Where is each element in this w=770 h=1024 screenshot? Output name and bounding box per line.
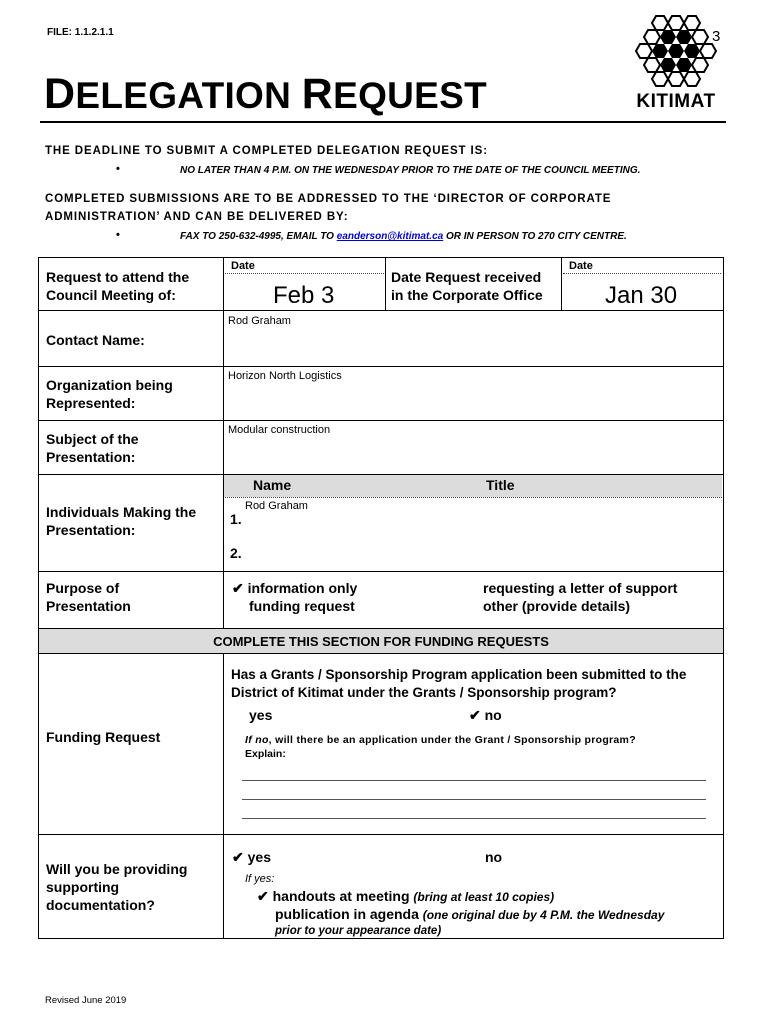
logo-wordmark: KITIMAT (636, 91, 716, 112)
handouts-checkbox[interactable]: ✔ handouts at meeting (bring at least 10 copies) (257, 888, 555, 904)
if-yes-label: If yes: (245, 873, 275, 885)
purpose-other-checkbox[interactable]: other (provide details) (483, 598, 631, 614)
bullet: • (116, 163, 120, 175)
date-caption: Date (231, 260, 255, 272)
documentation-label: Will you be providing supporting documentation? (46, 861, 188, 913)
subject-field[interactable]: Modular construction (228, 424, 331, 436)
grants-yes-checkbox[interactable]: yes (249, 707, 273, 723)
email-link[interactable]: eanderson@kitimat.ca (336, 231, 444, 242)
purpose-information-only-checkbox[interactable]: ✔ information only (232, 580, 358, 596)
deadline-text: NO LATER THAN 4 P.M. ON THE WEDNESDAY PRIOR TO THE DATE OF THE COUNCIL MEETING. (180, 165, 641, 176)
funding-request-label: Funding Request (46, 729, 161, 745)
explain-line-1[interactable] (242, 780, 706, 781)
submissions-heading-2: ADMINISTRATION’ AND CAN BE DELIVERED BY: (45, 211, 349, 223)
explain-label: Explain: (245, 748, 286, 760)
documentation-yes-checkbox[interactable]: ✔ yes (232, 849, 271, 865)
title-column-header: Title (486, 477, 515, 493)
date-caption: Date (569, 260, 593, 272)
publication-note: prior to your appearance date) (275, 925, 442, 937)
contact-name-field[interactable]: Rod Graham (228, 315, 291, 327)
revised-date: Revised June 2019 (45, 995, 127, 1006)
name-column-header: Name (253, 477, 292, 493)
bullet: • (116, 229, 120, 241)
kitimat-logo (628, 14, 724, 114)
title-divider (40, 121, 726, 123)
documentation-no-checkbox[interactable]: no (485, 849, 503, 865)
page-number: 3 (712, 28, 721, 45)
page-title: DELEGATION REQUEST (44, 70, 488, 118)
grants-no-checkbox[interactable]: ✔ no (469, 707, 502, 723)
contact-label: Contact Name: (46, 332, 145, 348)
grants-question: Has a Grants / Sponsorship Program application been submitted to the District of Kitimat under the Grants / Sponsorship program? (231, 667, 687, 700)
presenter-1-name-field[interactable]: Rod Graham (245, 500, 308, 512)
received-label: Date Request received in the Corporate Office (391, 269, 543, 303)
delegation-form (38, 257, 724, 939)
explain-line-3[interactable] (242, 818, 706, 819)
purpose-letter-of-support-checkbox[interactable]: requesting a letter of support (483, 580, 678, 596)
subject-label: Subject of the Presentation: (46, 431, 139, 465)
received-date-field[interactable]: Jan 30 (605, 282, 678, 309)
purpose-label: Purpose of Presentation (46, 580, 131, 614)
publication-in-agenda-checkbox[interactable]: publication in agenda (one original due by 4 P.M. the Wednesday (275, 906, 665, 922)
organization-field[interactable]: Horizon North Logistics (228, 370, 342, 382)
if-no-question: If no, will there be an application under the Grant / Sponsorship program? (245, 734, 636, 746)
organization-label: Organization being Represented: (46, 377, 173, 411)
presenter-2-number: 2. (230, 545, 242, 561)
individuals-label: Individuals Making the Presentation: (46, 504, 197, 538)
request-label: Request to attend the Council Meeting of: (46, 269, 190, 303)
funding-section-header: COMPLETE THIS SECTION FOR FUNDING REQUESTS (213, 634, 549, 649)
purpose-funding-request-checkbox[interactable]: funding request (249, 598, 355, 614)
delivery-methods: FAX TO 250-632-4995, EMAIL TO eanderson@kitimat.ca OR IN PERSON TO 270 CITY CENTRE. (180, 231, 627, 242)
file-number: FILE: 1.1.2.1.1 (47, 27, 114, 38)
explain-line-2[interactable] (242, 799, 706, 800)
deadline-heading: THE DEADLINE TO SUBMIT A COMPLETED DELEGATION REQUEST IS: (45, 145, 488, 157)
submissions-heading-1: COMPLETED SUBMISSIONS ARE TO BE ADDRESSED TO THE ‘DIRECTOR OF CORPORATE (45, 193, 612, 205)
snowflake-logo-icon (628, 14, 724, 114)
presenter-1-number: 1. (230, 511, 242, 527)
meeting-date-field[interactable]: Feb 3 (273, 282, 335, 309)
